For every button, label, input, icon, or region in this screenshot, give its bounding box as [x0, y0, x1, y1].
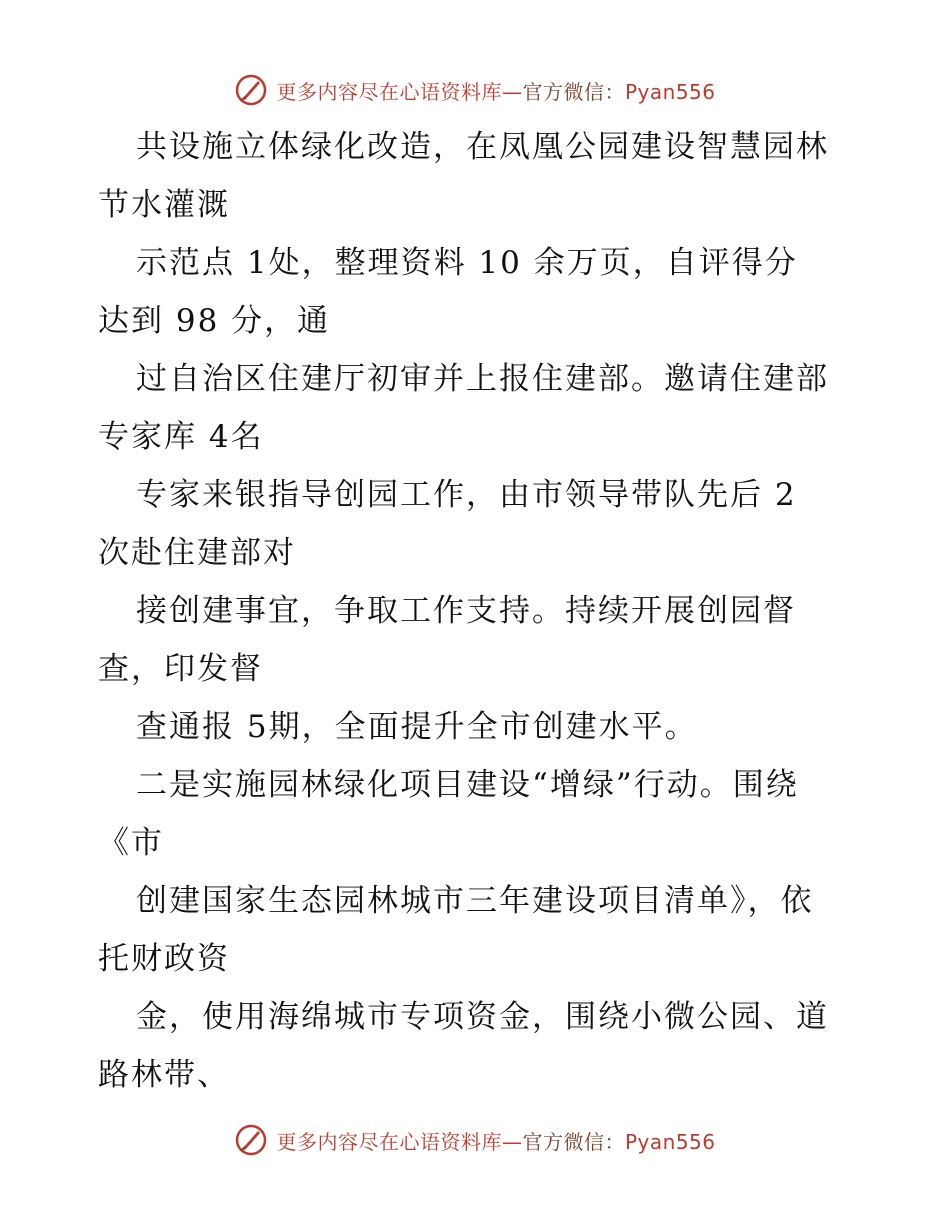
- text-line: 二是实施园林绿化项目建设“增绿”行动。围绕: [136, 767, 799, 803]
- document-body: [98, 118, 858, 1104]
- text-line: 过自治区住建厅初审并上报住建部。邀请住建部: [136, 361, 829, 397]
- text-line: 专家来银指导创园工作，由市领导带队先后 2: [136, 477, 797, 513]
- watermark-separator: —: [501, 1129, 523, 1154]
- text-line: 接创建事宜，争取工作支持。持续开展创园督: [136, 593, 796, 629]
- watermark-wechat-id: Pyan556: [624, 79, 716, 104]
- watermark-wechat-label: 官方微信：: [522, 79, 625, 104]
- header-watermark: [0, 70, 950, 110]
- quill-logo-icon: [234, 1123, 268, 1157]
- watermark-wechat-id: Pyan556: [624, 1129, 716, 1154]
- text-line: 查通报 5期，全面提升全市创建水平。: [136, 709, 698, 745]
- text-line: 托财政资: [98, 941, 230, 977]
- text-line: 路林带、: [98, 1057, 230, 1093]
- text-line: 达到 98 分，通: [98, 303, 331, 339]
- text-line: 金，使用海绵城市专项资金，围绕小微公园、道: [136, 999, 829, 1035]
- text-line: 专家库 4名: [98, 419, 264, 455]
- watermark-text: [276, 76, 715, 105]
- watermark-text: [276, 1126, 715, 1155]
- text-line: 共设施立体绿化改造，在凤凰公园建设智慧园林: [136, 129, 829, 165]
- text-line: 创建国家生态园林城市三年建设项目清单》，依: [136, 883, 814, 919]
- watermark-wechat-label: 官方微信：: [522, 1129, 625, 1154]
- text-line: 《市: [98, 825, 164, 861]
- watermark-separator: —: [501, 79, 523, 104]
- text-line: 节水灌溉: [98, 187, 230, 223]
- watermark-main-text: 更多内容尽在心语资料库: [276, 1129, 502, 1154]
- footer-watermark: [0, 1120, 950, 1160]
- text-line: 次赴住建部对: [98, 535, 296, 571]
- text-line: 示范点 1处，整理资料 10 余万页，自评得分: [136, 245, 798, 281]
- text-line: 查，印发督: [98, 651, 263, 687]
- quill-logo-icon: [234, 73, 268, 107]
- watermark-main-text: 更多内容尽在心语资料库: [276, 79, 502, 104]
